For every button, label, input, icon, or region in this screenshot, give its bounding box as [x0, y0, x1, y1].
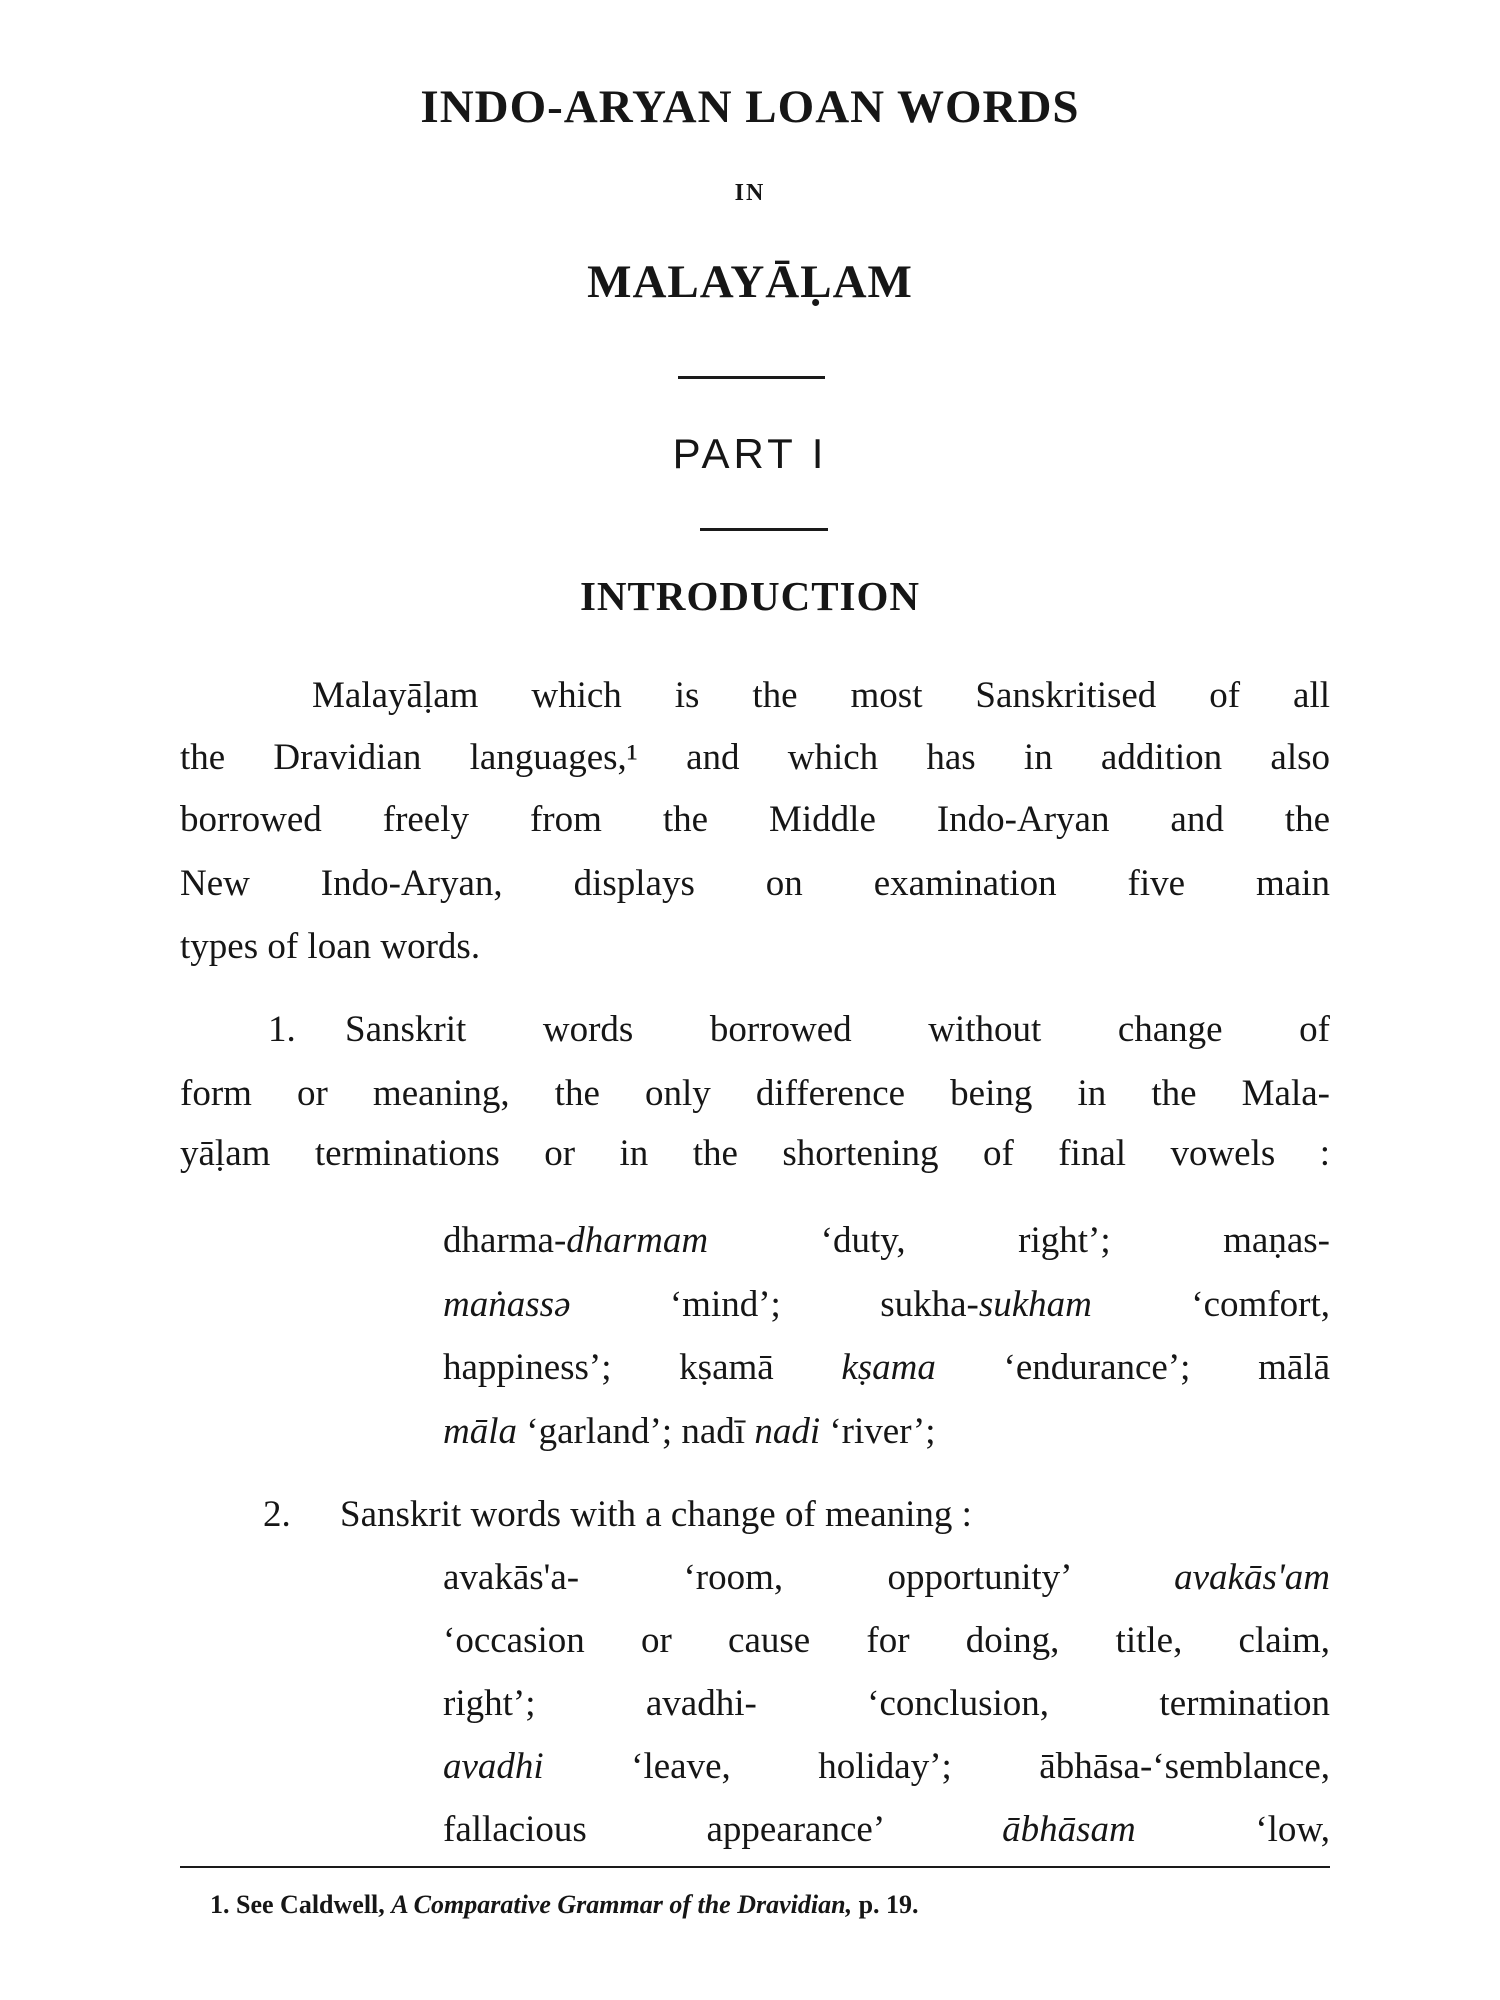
- text-run: ‘occasion or cause for doing, title, claim,: [443, 1620, 1330, 1661]
- example-line: [443, 1744, 1330, 1790]
- example-line: [443, 1218, 1330, 1264]
- italic-term: ābhāsam: [1002, 1809, 1136, 1850]
- text-run: ‘garland’; nadī: [517, 1411, 755, 1452]
- text-run: avakās'a- ‘room, opportunity’: [443, 1557, 1175, 1598]
- title-divider: [678, 376, 825, 379]
- section-heading: INTRODUCTION: [579, 573, 921, 619]
- footnote-page: p. 19.: [858, 1890, 919, 1919]
- text-run: ‘leave, holiday’; ābhāsa-‘semblance,: [543, 1746, 1330, 1787]
- text-run: ‘duty, right’; maṇas-: [708, 1220, 1330, 1261]
- text-run: dharma-: [443, 1220, 567, 1261]
- paragraph-line: types of loan words.: [180, 926, 481, 967]
- italic-term: kṣama: [841, 1347, 936, 1388]
- text-run: ‘comfort,: [1091, 1284, 1330, 1325]
- example-line: [443, 1282, 1330, 1328]
- text-run: right’; avadhi- ‘conclusion, termination: [443, 1683, 1330, 1724]
- list-item-line: Sanskrit words borrowed without change of: [345, 1009, 1330, 1050]
- footnote-text: See Caldwell,: [236, 1890, 385, 1919]
- part-divider: [700, 528, 828, 531]
- list-item-line: form or meaning, the only difference being in the Mala-: [180, 1073, 1330, 1114]
- text-run: ‘low,: [1135, 1809, 1331, 1850]
- list-item-heading: Sanskrit words with a change of meaning :: [340, 1494, 972, 1535]
- example-line: [443, 1345, 1330, 1391]
- paragraph-line: borrowed freely from the Middle Indo-Aryan and the: [180, 799, 1330, 840]
- page-subtitle: MALAYĀḶAM: [587, 256, 913, 308]
- text-run: ‘endurance’; mālā: [935, 1347, 1330, 1388]
- footnote-work-title: A Comparative Grammar of the Dravidian,: [391, 1890, 853, 1919]
- example-line: [443, 1681, 1330, 1727]
- example-line: [443, 1618, 1330, 1664]
- paragraph-line: the Dravidian languages,¹ and which has in addition also: [180, 737, 1330, 778]
- italic-term: dharmam: [566, 1220, 709, 1261]
- example-line: [443, 1807, 1330, 1853]
- list-number: 1.: [268, 1009, 296, 1050]
- part-heading: PART I: [672, 430, 828, 477]
- italic-term: māla: [443, 1411, 517, 1452]
- footnote: [210, 1890, 919, 1920]
- italic-term: maṅassə: [443, 1284, 571, 1325]
- footnote-divider: [180, 1866, 1330, 1868]
- italic-term: nadi: [754, 1411, 821, 1452]
- example-line: [443, 1409, 936, 1455]
- footnote-number: 1.: [210, 1890, 230, 1919]
- paragraph-line: New Indo-Aryan, displays on examination five main: [180, 863, 1330, 904]
- text-run: fallacious appearance’: [443, 1809, 1003, 1850]
- italic-term: avadhi: [443, 1746, 544, 1787]
- example-line: [443, 1555, 1330, 1601]
- italic-term: sukham: [978, 1284, 1092, 1325]
- list-number: 2.: [263, 1494, 291, 1535]
- page-title: INDO-ARYAN LOAN WORDS: [420, 81, 1080, 133]
- text-run: happiness’; kṣamā: [443, 1347, 842, 1388]
- text-run: ‘river’;: [820, 1411, 936, 1452]
- paragraph-line: Malayāḷam which is the most Sanskritised of all: [312, 675, 1330, 716]
- title-connector: IN: [734, 180, 766, 206]
- list-item-line: yāḷam terminations or in the shortening of final vowels :: [180, 1133, 1330, 1174]
- text-run: ‘mind’; sukha-: [570, 1284, 979, 1325]
- italic-term: avakās'am: [1174, 1557, 1330, 1598]
